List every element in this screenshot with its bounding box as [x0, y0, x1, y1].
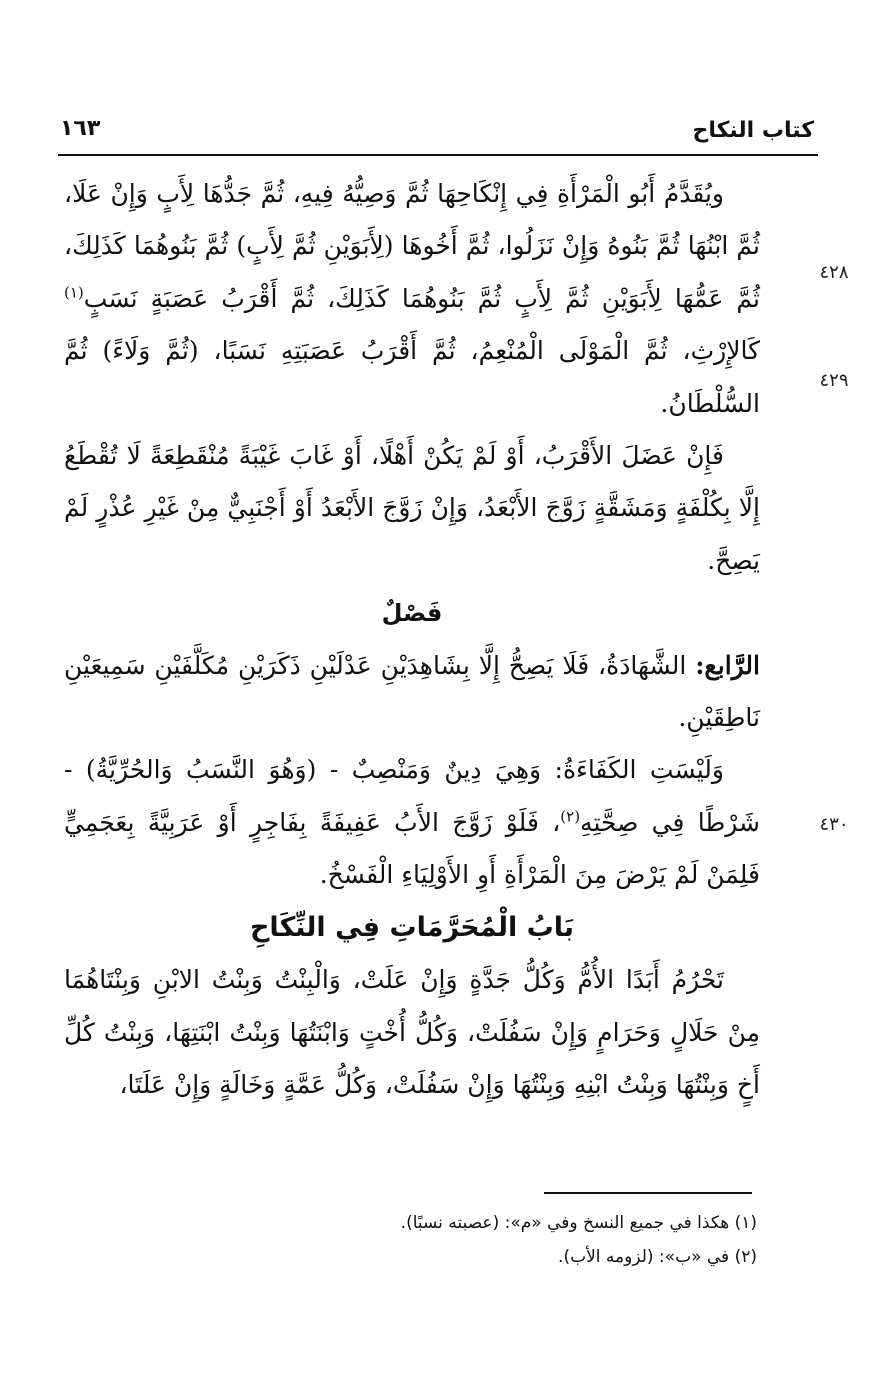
paragraph-text: الشَّهَادَةُ، فَلَا يَصِحُّ إِلَّا بِشَاهِدَيْنِ عَدْلَيْنِ ذَكَرَيْنِ مُكَلَّفَيْنِ سَمِيعَيْنِ نَاطِقَيْنِ.	[64, 650, 760, 733]
main-text	[64, 168, 760, 1111]
paragraph-lead: الرَّابع:	[695, 650, 760, 680]
section-heading: فَصْلٌ	[381, 599, 443, 628]
paragraph: فَإِنْ عَضَلَ الأَقْرَبُ، أَوْ لَمْ يَكُنْ أَهْلًا، أَوْ غَابَ غَيْبَةً مُنْقَطِعَةً لَا تُقْطَعُ إِلَّا بِكُلْفَةٍ وَمَشَقَّةٍ زَوَّجَ الأَبْعَدُ، وَإِنْ زَوَّجَ الأَبْعَدُ أَوْ أَجْنَبِيٌّ مِنْ غَيْرِ عُذْرٍ لَمْ يَصِحَّ.	[64, 441, 760, 575]
footnote-marker: (٢)	[560, 807, 581, 826]
margin-number: ٤٣٠	[819, 814, 849, 835]
running-header	[58, 112, 818, 156]
margin-number: ٤٢٨	[819, 262, 849, 283]
margin-number: ٤٢٩	[819, 370, 849, 391]
page-number: ١٦٣	[60, 116, 101, 141]
paragraph-text: وَلَيْسَتِ الكَفَاءَةُ: وَهِيَ دِينٌ وَمَنْصِبٌ - (وَهُوَ النَّسَبُ وَالحُرِّيَّةُ) - شَرْطًا فِي صِحَّتِهِ	[64, 755, 760, 837]
paragraph-text: ، فَلَوْ زَوَّجَ الأَبُ عَفِيفَةً بِفَاجِرٍ أَوْ عَرَبِيَّةً بِعَجَمِيٍّ فَلِمَنْ لَمْ يَرْضَ مِنَ الْمَرْأَةِ أَوِ الأَوْلِيَاءِ الْفَسْخُ.	[64, 807, 760, 890]
paragraph	[64, 744, 760, 901]
paragraph: تَحْرُمُ أَبَدًا الأُمُّ وَكُلُّ جَدَّةٍ وَإِنْ عَلَتْ، وَالْبِنْتُ وَبِنْتُ الابْنِ وَبِنْتَاهُمَا مِنْ حَلَالٍ وَحَرَامٍ وَإِنْ سَفُلَتْ، وَكُلُّ أُخْتٍ وَابْنَتُهَا وَبِنْتُ ابْنَتِهَا، وَبِنْتُ كُلِّ أَخٍ وَبِنْتُهَا وَبِنْتُ ابْنِهِ وَبِنْتُهَا وَإِنْ سَفُلَتْ، وَكُلُّ عَمَّةٍ وَخَالَةٍ وَإِنْ عَلَتَا،	[64, 965, 760, 1099]
footnotes	[117, 1206, 757, 1274]
paragraph-text: ويُقَدَّمُ أَبُو الْمَرْأَةِ فِي إِنْكَاحِهَا ثُمَّ وَصِيُّهُ فِيهِ، ثُمَّ جَدُّهَا لِأَبٍ وَإِنْ عَلَا، ثُمَّ ابْنُهَا ثُمَّ بَنُوهُ وَإِنْ نَزَلُوا، ثُمَّ أَخُوهَا (لِأَبَوَيْنِ ثُمَّ لِأَبٍ) ثُمَّ بَنُوهُمَا كَذَلِكَ، ثُمَّ عَمُّهَا لِأَبَوَيْنِ ثُمَّ لِأَبٍ ثُمَّ بَنُوهُمَا كَذَلِكَ، ثُمَّ أَقْرَبُ عَصَبَةٍ نَسَبٍ	[64, 179, 760, 313]
chapter-heading: بَابُ الْمُحَرَّمَاتِ فِي النِّكَاحِ	[249, 911, 575, 943]
footnote: (١) هكذا في جميع النسخ وفي «م»: (عصبته نسبًا).	[400, 1213, 757, 1233]
book-title: كتاب النكاح	[692, 118, 814, 143]
paragraph	[64, 640, 760, 745]
footnote: (٢) في «ب»: (لزومه الأب).	[558, 1247, 757, 1267]
footnote-marker: (١)	[64, 283, 84, 302]
footnote-divider	[544, 1192, 752, 1194]
paragraph-text: كَالإِرْثِ، ثُمَّ الْمَوْلَى الْمُنْعِمُ، ثُمَّ أَقْرَبُ عَصَبَتِهِ نَسَبًا، (ثُمَّ وَلَاءً) ثُمَّ السُّلْطَانُ.	[64, 336, 760, 418]
paragraph	[64, 168, 760, 430]
